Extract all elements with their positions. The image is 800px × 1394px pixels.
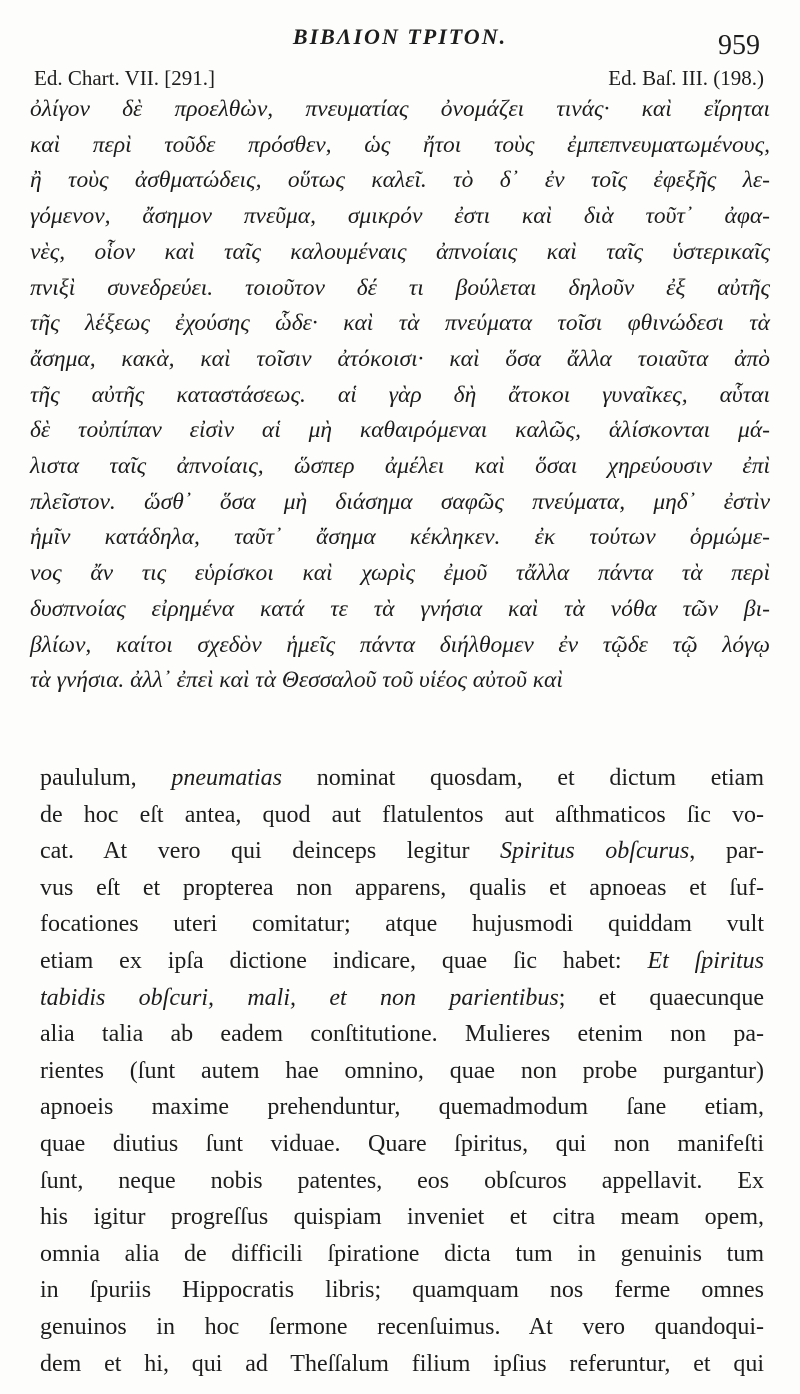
- greek-line: γόμενον, ἄσημον πνεῦμα, σμικρόν ἐστι καὶ διὰ τοῦτ᾿ ἀφα-: [30, 203, 770, 230]
- latin-italic-segment: tabidis obſcuri, mali, et non parientibus: [40, 984, 559, 1011]
- edition-references: [34, 66, 764, 91]
- latin-line: [40, 1272, 764, 1309]
- latin-segment: in ſpuriis Hippocratis libris; quamquam nos ferme omnes: [40, 1277, 764, 1304]
- latin-line: [40, 906, 764, 943]
- latin-line: [40, 833, 764, 870]
- latin-segment: paululum,: [40, 765, 172, 791]
- latin-segment: rientes (ſunt autem hae omnino, quae non probe purgantur): [40, 1057, 764, 1084]
- edition-chartier: Ed. Chart. VII. [291.]: [34, 66, 215, 90]
- latin-line: [40, 1126, 764, 1163]
- latin-line: [40, 980, 764, 1017]
- latin-line: [40, 1236, 764, 1273]
- greek-line: πνιξὶ συνεδρεύει. τοιοῦτον δέ τι βούλεται δηλοῦν ἐξ αὐτῆς: [30, 274, 770, 301]
- latin-segment: dem et hi, qui ad Theſſalum filium ipſius referuntur, et qui: [40, 1350, 764, 1377]
- greek-line: ὀλίγον δὲ προελθὼν, πνευματίας ὀνομάζει τινάς· καὶ εἴρηται: [30, 96, 770, 122]
- running-title: ΒΙΒΛΙΟΝ ΤΡΙΤΟΝ.: [292, 24, 508, 49]
- latin-segment: focationes uteri comitatur; atque hujusmodi quiddam vult: [40, 911, 764, 938]
- greek-line: λιστα ταῖς ἀπνοίαις, ὥσπερ ἀμέλει καὶ ὅσαι χηρεύουσιν ἐπὶ: [30, 453, 770, 480]
- latin-line: [40, 870, 764, 907]
- greek-line: ἡμῖν κατάδηλα, ταῦτ᾿ ἄσημα κέκληκεν. ἐκ τούτων ὁρμώμε-: [30, 524, 770, 551]
- greek-line: ἢ τοὺς ἀσθματώδεις, οὕτως καλεῖ. τὸ δ᾿ ἐν τοῖς ἐφεξῆς λε-: [30, 167, 770, 194]
- latin-line: [40, 1016, 764, 1053]
- latin-line: [40, 1089, 764, 1126]
- greek-line: ἄσημα, κακὰ, καὶ τοῖσιν ἀτόκοισι· καὶ ὅσα ἄλλα τοιαῦτα ἀπὸ: [30, 345, 770, 372]
- latin-segment: de hoc eſt antea, quod aut flatulentos aut aſthmaticos ſic vo-: [40, 801, 764, 828]
- page-number: 959: [718, 30, 760, 61]
- latin-italic-segment: pneumatias: [171, 765, 283, 791]
- latin-segment: cat. At vero qui deinceps legitur: [40, 838, 501, 865]
- latin-line: [40, 943, 764, 980]
- latin-segment: ; et quaecunque: [558, 984, 764, 1011]
- latin-line: [40, 1346, 764, 1383]
- latin-segment: genuinos in hoc ſermone recenſuimus. At vero quandoqui-: [40, 1313, 764, 1340]
- latin-segment: apnoeis maxime prehenduntur, quemadmodum ſane etiam,: [40, 1094, 764, 1121]
- latin-line: [40, 797, 764, 834]
- latin-italic-segment: Et ſpiritus: [647, 947, 764, 974]
- edition-basel: Ed. Baſ. III. (198.): [608, 66, 764, 90]
- latin-segment: omnia alia de difficili ſpiratione dicta tum in genuinis tum: [40, 1240, 764, 1267]
- latin-segment: alia talia ab eadem conſtitutione. Mulieres etenim non pa-: [40, 1021, 764, 1048]
- greek-text-block: [30, 92, 770, 699]
- greek-line: νος ἄν τις εὑρίσκοι καὶ χωρὶς ἐμοῦ τἄλλα πάντα τὰ περὶ: [30, 560, 770, 587]
- latin-text-block: [40, 760, 764, 1382]
- latin-segment: etiam ex ipſa dictione indicare, quae ſic habet:: [40, 947, 648, 974]
- greek-line: τὰ γνήσια. ἀλλ᾿ ἐπεὶ καὶ τὰ Θεσσαλοῦ τοῦ υἱέος αὐτοῦ καὶ: [30, 667, 563, 694]
- latin-segment: , par-: [689, 838, 765, 865]
- latin-line: [40, 760, 764, 797]
- greek-line: τῆς αὐτῆς καταστάσεως. αἱ γὰρ δὴ ἄτοκοι γυναῖκες, αὗται: [30, 381, 770, 408]
- greek-line: δυσπνοίας εἰρημένα κατά τε τὰ γνήσια καὶ τὰ νόθα τῶν βι-: [30, 595, 770, 622]
- greek-line: δὲ τοὐπίπαν εἰσὶν αἱ μὴ καθαιρόμεναι καλῶς, ἁλίσκονται μά-: [30, 417, 770, 444]
- greek-line: πλεῖστον. ὥσθ᾿ ὅσα μὴ διάσημα σαφῶς πνεύματα, μηδ᾿ ἐστὶν: [30, 488, 770, 515]
- latin-segment: ſunt, neque nobis patentes, eos obſcuros appellavit. Ex: [40, 1167, 764, 1194]
- latin-italic-segment: Spiritus obſcurus: [500, 838, 690, 865]
- latin-segment: nominat quosdam, et dictum etiam: [282, 765, 765, 791]
- latin-segment: his igitur progreſſus quispiam inveniet et citra meam opem,: [40, 1204, 764, 1231]
- greek-line: καὶ περὶ τοῦδε πρόσθεν, ὡς ἤτοι τοὺς ἐμπεπνευματωμένους,: [30, 131, 770, 158]
- latin-line: [40, 1199, 764, 1236]
- latin-line: [40, 1163, 764, 1200]
- greek-line: τῆς λέξεως ἐχούσης ὧδε· καὶ τὰ πνεύματα τοῖσι φθινώδεσι τὰ: [30, 310, 770, 337]
- latin-segment: quae diutius ſunt viduae. Quare ſpiritus, qui non manifeſti: [40, 1130, 764, 1157]
- greek-line: νὲς, οἷον καὶ ταῖς καλουμέναις ἀπνοίαις καὶ ταῖς ὑστερικαῖς: [30, 238, 770, 265]
- greek-line: βλίων, καίτοι σχεδὸν ἡμεῖς πάντα διήλθομεν ἐν τῷδε τῷ λόγῳ: [30, 631, 770, 658]
- latin-line: [40, 1309, 764, 1346]
- latin-segment: vus eſt et propterea non apparens, qualis et apnoeas et ſuf-: [40, 874, 764, 901]
- latin-line: [40, 1053, 764, 1090]
